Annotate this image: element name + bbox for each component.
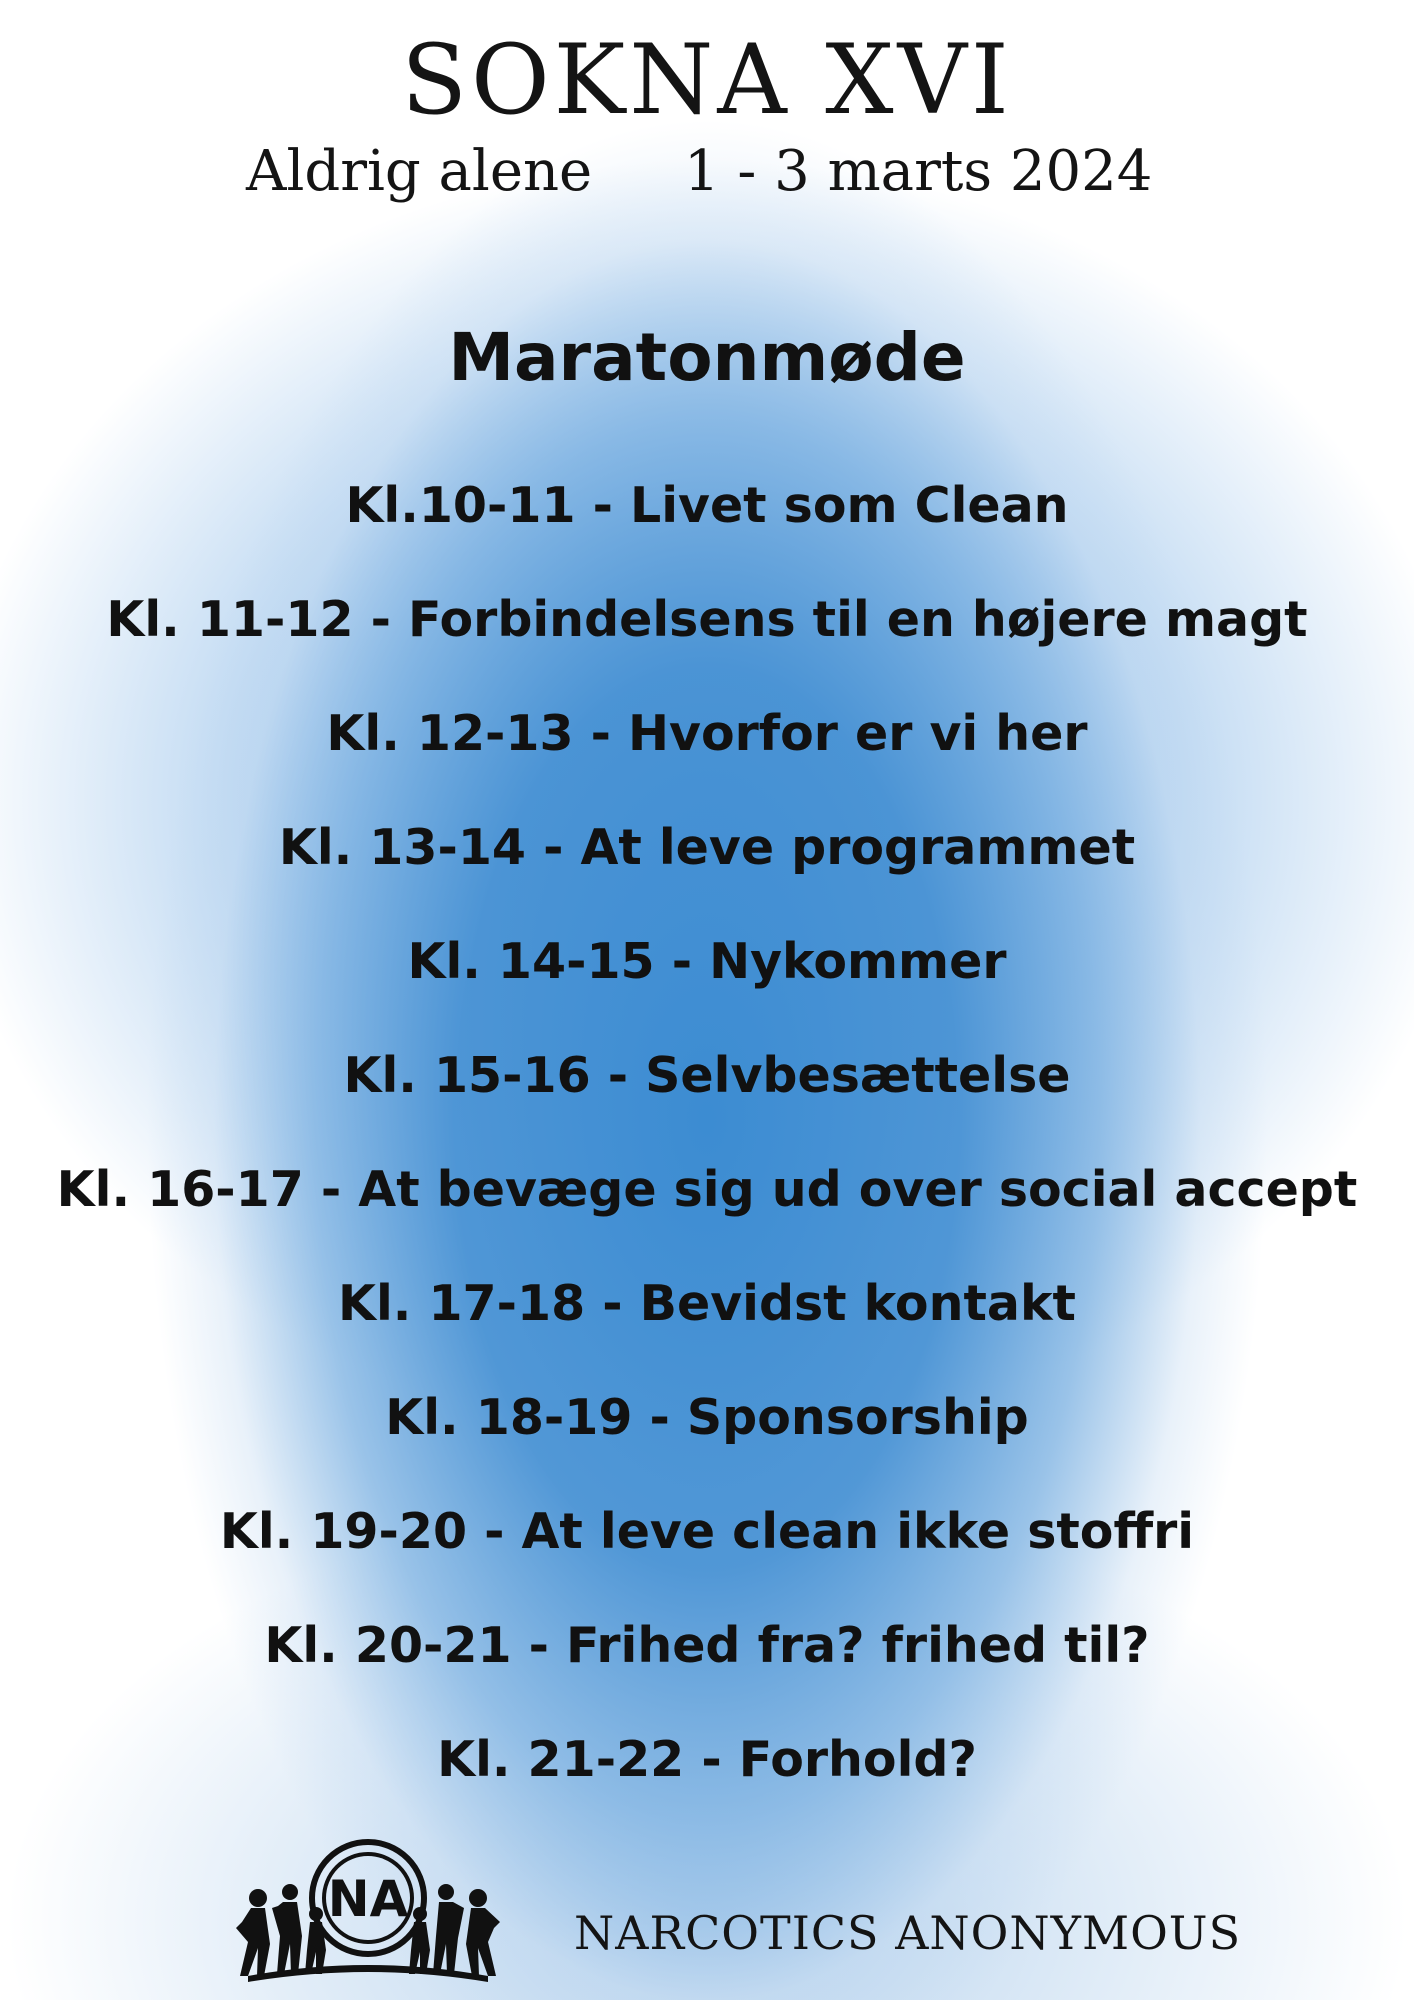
event-title: SOKNA XVI [401, 24, 1013, 136]
schedule-item: Kl. 15-16 - Selvbesættelse [343, 1047, 1071, 1104]
schedule-item: Kl. 17-18 - Bevidst kontakt [338, 1275, 1076, 1332]
event-dates: 1 - 3 marts 2024 [684, 139, 1153, 204]
schedule-item: Kl.10-11 - Livet som Clean [345, 477, 1069, 534]
schedule-item: Kl. 20-21 - Frihed fra? frihed til? [264, 1617, 1150, 1674]
organization-name: NARCOTICS ANONYMOUS [574, 1906, 1242, 1960]
section-heading: Maratonmøde [448, 319, 966, 396]
schedule-list [0, 466, 1414, 1834]
schedule-item: Kl. 21-22 - Forhold? [437, 1731, 977, 1788]
schedule-item: Kl. 16-17 - At bevæge sig ud over social accept [56, 1161, 1358, 1218]
schedule-item: Kl. 19-20 - At leve clean ikke stoffri [219, 1503, 1195, 1560]
schedule-item: Kl. 11-12 - Forbindelsens til en højere magt [106, 591, 1308, 648]
schedule-item: Kl. 14-15 - Nykommer [407, 933, 1007, 990]
event-tagline: Aldrig alene [246, 139, 593, 204]
schedule-item: Kl. 13-14 - At leve programmet [278, 819, 1136, 876]
na-logo-icon [218, 1836, 518, 1986]
schedule-item: Kl. 18-19 - Sponsorship [385, 1389, 1029, 1446]
schedule-item: Kl. 12-13 - Hvorfor er vi her [326, 705, 1088, 762]
na-logo-letters: NA [327, 1870, 409, 1928]
